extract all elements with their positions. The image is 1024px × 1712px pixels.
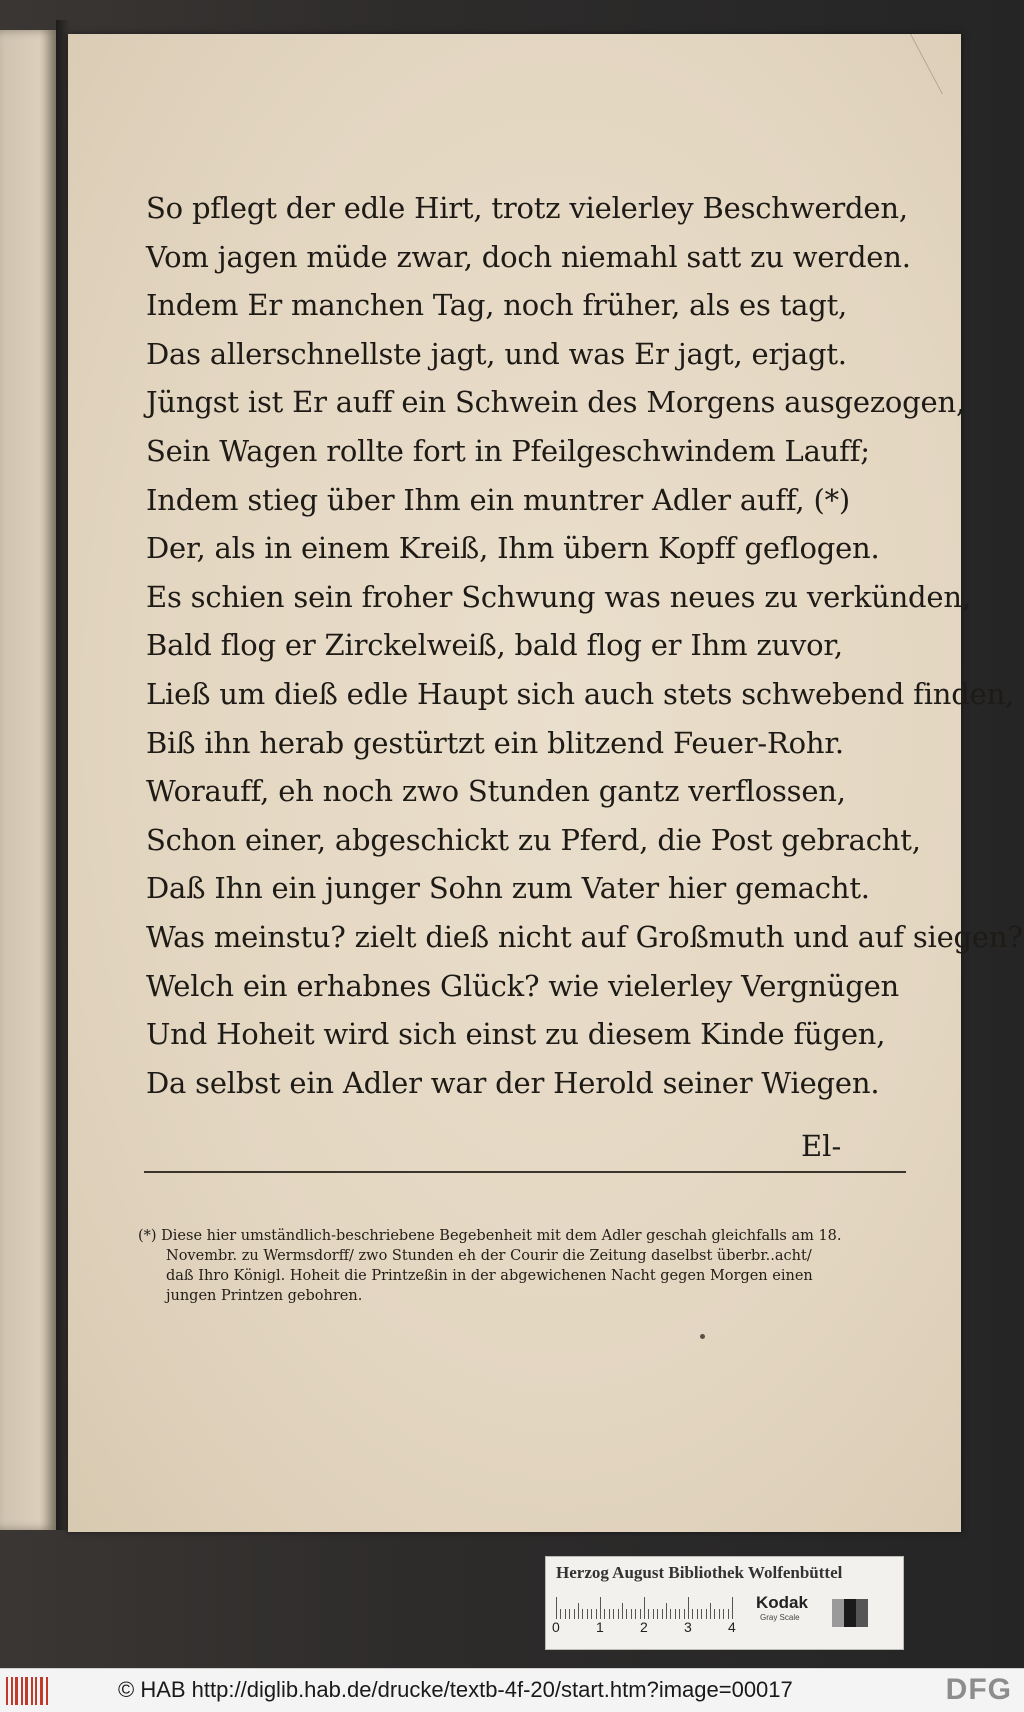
ruler-scale: [556, 1593, 746, 1619]
kodak-gray-scale-label: Gray Scale: [760, 1613, 800, 1622]
ruler-tick: [622, 1603, 623, 1619]
ruler-tick: [670, 1609, 671, 1619]
ruler-tick: [626, 1609, 627, 1619]
ruler-tick: [728, 1609, 729, 1619]
poem-line: Da selbst ein Adler war der Herold seiner Wiegen.: [146, 1065, 880, 1100]
ruler-number: 4: [728, 1619, 736, 1635]
ruler-tick: [679, 1609, 680, 1619]
library-scale-card: [545, 1556, 904, 1650]
footnote: [138, 1226, 918, 1306]
poem-line: Der, als in einem Kreiß, Ihm übern Kopff geflogen.: [146, 531, 880, 566]
poem-line: Indem Er manchen Tag, noch früher, als es tagt,: [146, 288, 848, 323]
ruler-tick: [582, 1609, 583, 1619]
ruler-number: 3: [684, 1619, 692, 1635]
poem-line: Jüngst ist Er auff ein Schwein des Morgens ausgezogen,: [146, 385, 965, 420]
poem-line: Bald flog er Zirckelweiß, bald flog er Ihm zuvor,: [146, 628, 843, 663]
footnote-line: daß Ihro Königl. Hoheit die Printzeßin in der abgewichenen Nacht gegen Morgen einen: [166, 1268, 813, 1284]
ruler-tick: [596, 1609, 597, 1619]
poem-line: Vom jagen müde zwar, doch niemahl satt zu werden.: [146, 239, 911, 274]
ruler-tick: [609, 1609, 610, 1619]
footer-bar: [0, 1668, 1024, 1712]
poem-line: Sein Wagen rollte fort in Pfeilgeschwindem Lauff;: [146, 433, 870, 468]
poem-line: So pflegt der edle Hirt, trotz vielerley Beschwerden,: [146, 191, 908, 225]
poem-line: Schon einer, abgeschickt zu Pferd, die Post gebracht,: [146, 822, 921, 857]
dfg-logo: DFG: [945, 1673, 1012, 1706]
ruler-tick: [732, 1597, 733, 1619]
copyright-link[interactable]: © HAB http://diglib.hab.de/drucke/textb-4f-20/start.htm?image=00017: [118, 1677, 793, 1702]
ruler-tick: [688, 1597, 689, 1619]
ruler-tick: [653, 1609, 654, 1619]
ruler-tick: [692, 1609, 693, 1619]
ruler-tick: [648, 1609, 649, 1619]
ruler-tick: [618, 1609, 619, 1619]
ruler-tick: [600, 1597, 601, 1619]
ruler-tick: [714, 1609, 715, 1619]
ruler-tick: [565, 1609, 566, 1619]
ruler-tick: [701, 1609, 702, 1619]
poem-line: Welch ein erhabnes Glück? wie vielerley Vergnügen: [146, 968, 900, 1003]
ruler-numbers: [552, 1619, 752, 1637]
ruler-tick: [675, 1609, 676, 1619]
document-page: [68, 34, 1023, 1532]
poem-line: Ließ um dieß edle Haupt sich auch stets schwebend finden,: [146, 676, 1015, 711]
poem-line: Und Hoheit wird sich einst zu diesem Kinde fügen,: [146, 1017, 886, 1052]
ruler-tick: [710, 1603, 711, 1619]
ruler-tick: [556, 1597, 557, 1619]
ruler-tick: [604, 1609, 605, 1619]
ruler-tick: [723, 1609, 724, 1619]
library-name: Herzog August Bibliothek Wolfenbüttel: [556, 1563, 843, 1582]
ruler-tick: [662, 1609, 663, 1619]
ruler-tick: [635, 1609, 636, 1619]
barcode-icon: [6, 1677, 48, 1705]
poem-line: Das allerschnellste jagt, und was Er jagt, erjagt.: [146, 336, 847, 371]
ruler-tick: [613, 1609, 614, 1619]
poem-line: Indem stieg über Ihm ein muntrer Adler auff, (*): [146, 482, 851, 517]
poem-line: Daß Ihn ein junger Sohn zum Vater hier gemacht.: [146, 871, 870, 906]
ruler-number: 0: [552, 1619, 560, 1635]
black-swatch: [844, 1599, 856, 1627]
catchword: El-: [801, 1129, 842, 1163]
paper-speck: [700, 1334, 705, 1339]
footnote-rule: [144, 1171, 906, 1173]
ruler-tick: [591, 1609, 592, 1619]
ruler-tick: [706, 1609, 707, 1619]
poem-line: Es schien sein froher Schwung was neues zu verkünden,: [146, 579, 971, 614]
poem-line: Biß ihn herab gestürtzt ein blitzend Feuer-Rohr.: [146, 725, 844, 760]
ruler-tick: [560, 1609, 561, 1619]
ruler-number: 1: [596, 1619, 604, 1635]
kodak-logo: Kodak: [756, 1593, 808, 1612]
poem-text: [146, 184, 1023, 1107]
ruler-tick: [719, 1609, 720, 1619]
dark-gray-swatch: [856, 1599, 868, 1627]
ruler-tick: [684, 1609, 685, 1619]
ruler-tick: [640, 1609, 641, 1619]
poem-line: Worauff, eh noch zwo Stunden gantz verflossen,: [146, 774, 846, 809]
facing-page-edge: [0, 30, 56, 1530]
ruler-tick: [697, 1609, 698, 1619]
ruler-tick: [644, 1597, 645, 1619]
footnote-line: (*) Diese hier umständlich-beschriebene Begebenheit mit dem Adler geschah gleichfalls am 18.: [138, 1228, 842, 1244]
gray-swatch: [832, 1599, 844, 1627]
ruler-tick: [569, 1609, 570, 1619]
poem-line: Was meinstu? zielt dieß nicht auf Großmuth und auf siegen?: [146, 919, 1023, 954]
ruler-tick: [574, 1609, 575, 1619]
ruler-tick: [587, 1609, 588, 1619]
footnote-line: jungen Printzen gebohren.: [166, 1288, 363, 1304]
ruler-tick: [666, 1603, 667, 1619]
ruler-number: 2: [640, 1619, 648, 1635]
ruler-tick: [631, 1609, 632, 1619]
ruler-tick: [657, 1609, 658, 1619]
footnote-line: Novembr. zu Wermsdorff/ zwo Stunden eh der Courir die Zeitung daselbst überbr..acht/: [166, 1248, 812, 1264]
ruler-tick: [578, 1603, 579, 1619]
